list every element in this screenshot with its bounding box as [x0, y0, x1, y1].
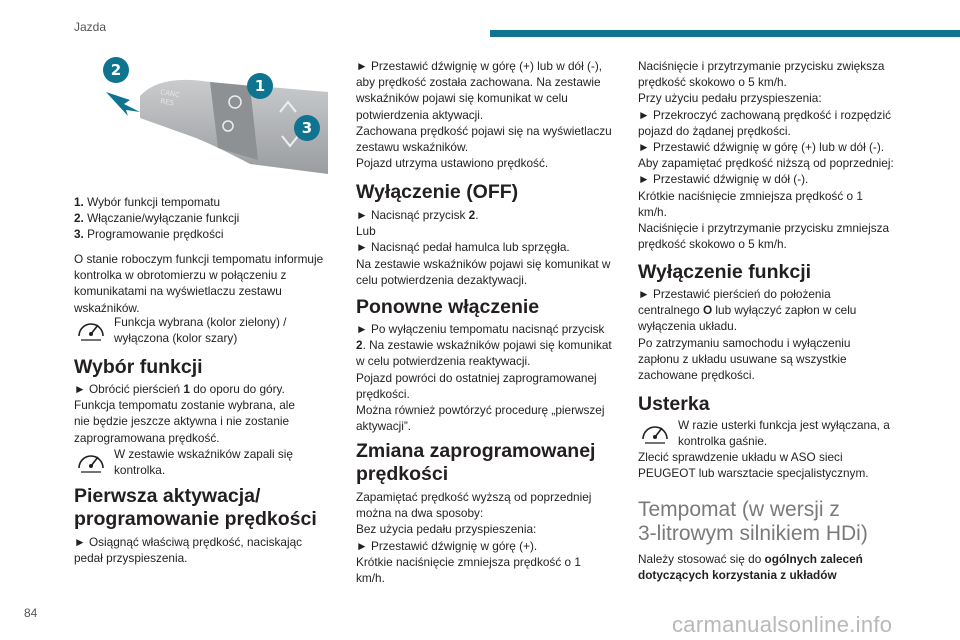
svg-text:3: 3: [301, 119, 313, 137]
heading-wylaczenie-funkcji: Wyłączenie funkcji: [638, 261, 812, 283]
wylaczenie-paragraph: ► Przestawić pierścień do położenia centralnego O lub wyłączyć zapłon w celu wyłączenia układu. Po zatrzymaniu samochodu i wyłączeniu zapłonu z układu usuwane są wszystkie zachowane prędkości.: [638, 286, 900, 383]
indicator-note: W zestawie wskaźników zapali się kontrolka.: [74, 446, 336, 478]
section-title-tempomat-hdi: Tempomat (w wersji z 3-litrowym silnikiem HDi): [638, 498, 868, 545]
header-accent-bar: [490, 30, 960, 37]
page-number: 84: [24, 606, 38, 620]
cruise-control-stalk-illustration: [100, 52, 336, 180]
aktywacja-paragraph: ► Przestawić dźwignię w górę (+) lub w dół (-), aby prędkość została zachowana. Na zestawie wskaźników pojawi się komunikat w celu potwierdzenia aktywacji. Zachowana prędkość pojawi się na wyświetlaczu zestawu wskaźników. Pojazd utrzyma ustawiono prędkość.: [356, 58, 620, 171]
indicator-note: Funkcja wybrana (kolor zielony) / wyłączona (kolor szary): [74, 314, 336, 346]
heading-usterka: Usterka: [638, 393, 710, 415]
svg-text:RES: RES: [159, 97, 175, 108]
speedometer-icon: [74, 314, 108, 344]
list-item: 1. Wybór funkcji tempomatu: [74, 195, 221, 209]
heading-ponowne-wlaczenie: Ponowne włączenie: [356, 296, 540, 318]
pierwsza-paragraph: ► Osiągnąć właściwą prędkość, naciskając pedał przyspieszenia.: [74, 534, 336, 566]
running-header: Jazda: [74, 20, 107, 34]
zmiana-continued: Naciśnięcie i przytrzymanie przycisku zwiększa prędkość skokowo o 5 km/h. Przy użyciu pedału przyspieszenia: ► Przekroczyć zachowaną prędkość i rozpędzić pojazd do żądanej prędkości. ► Przestawić dźwignię w górę (+) lub w dół (-). Aby zapamiętać prędkość niższą od poprzedniej: ► Przestawić dźwignię w dół (-). Krótkie naciśnięcie zmniejsza prędkość o 1 km/h. Naciśnięcie i przytrzymanie przycisku zmniejsza prędkość skokowo o 5 km/h.: [638, 58, 900, 252]
tempomat-paragraph: Należy stosować się do ogólnych zaleceń dotyczących korzystania z układów: [638, 552, 863, 583]
intro-paragraph: O stanie roboczym funkcji tempomatu informuje kontrolka w obrotomierzu w połączeniu z komunikatami na wyświetlaczu zestawu wskaźników.: [74, 252, 324, 315]
list-item: 2. Włączanie/wyłączanie funkcji: [74, 211, 240, 226]
heading-pierwsza-aktywacja: Pierwsza aktywacja/ programowanie prędkości: [74, 485, 317, 530]
zmiana-paragraph: Zapamiętać prędkość wyższą od poprzedniej można na dwa sposoby: Bez użycia pedału przyspieszenia: ► Przestawić dźwignię w górę (+). Krótkie naciśnięcie zmniejsza prędkość o 1 km/h.: [356, 489, 620, 586]
heading-wylaczenie-off: Wyłączenie (OFF): [356, 181, 519, 203]
list-item: 3. Programowanie prędkości: [74, 227, 224, 242]
speedometer-icon: [74, 446, 108, 476]
speedometer-icon: [638, 417, 672, 447]
indicator-note: W razie usterki funkcja jest wyłączana, a kontrolka gaśnie.: [638, 417, 900, 449]
heading-zmiana-predkosci: Zmiana zaprogramowanej prędkości: [356, 440, 596, 485]
legend-list: [74, 194, 336, 243]
svg-text:1: 1: [254, 77, 266, 95]
watermark: carmanualsonline.info: [672, 612, 893, 637]
usterka-paragraph: Zlecić sprawdzenie układu w ASO sieci PEUGEOT lub warsztacie specjalistycznym.: [638, 450, 869, 481]
svg-text:2: 2: [110, 61, 122, 79]
heading-wybor-funkcji: Wybór funkcji: [74, 356, 203, 378]
svg-text:CANC: CANC: [159, 88, 181, 100]
ponowne-paragraph: ► Po wyłączeniu tempomatu nacisnąć przycisk 2. Na zestawie wskaźników pojawi się komunikat w celu potwierdzenia reaktywacji. Pojazd powróci do ostatniej zaprogramowanej prędkości. Można również powtórzyć procedurę „pierwszej aktywacji”.: [356, 321, 620, 434]
off-paragraph: ► Nacisnąć przycisk 2. Lub ► Nacisnąć pedał hamulca lub sprzęgła. Na zestawie wskaźników pojawi się komunikat w celu potwierdzenia dezaktywacji.: [356, 207, 620, 288]
wybor-paragraph: ► Obrócić pierścień 1 do oporu do góry. Funkcja tempomatu zostanie wybrana, ale nie będzie jeszcze aktywna i nie zostanie zaprogramowana prędkość.: [74, 381, 336, 446]
